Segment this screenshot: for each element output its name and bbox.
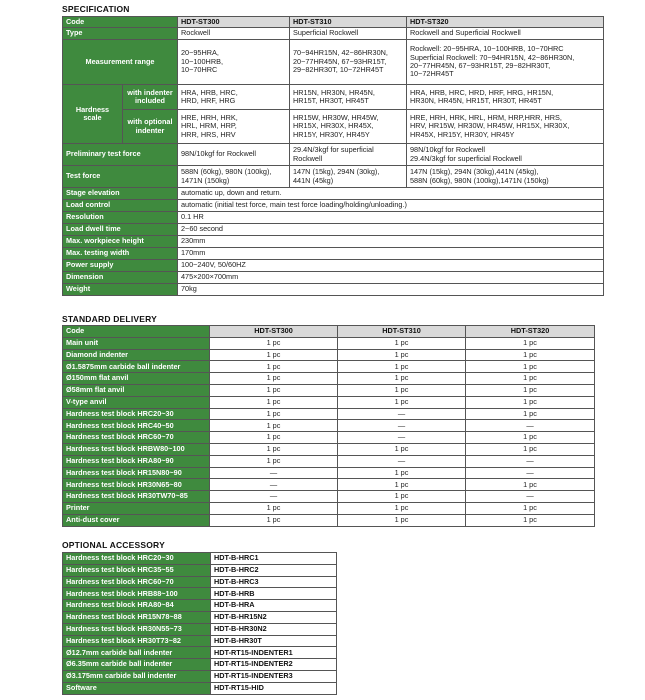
delivery-qty: 1 pc bbox=[338, 396, 466, 408]
delivery-item-label: Printer bbox=[63, 502, 210, 514]
spec-preliminary-label: Preliminary test force bbox=[63, 144, 178, 166]
standard-delivery-table bbox=[62, 325, 595, 527]
spec-row bbox=[63, 272, 604, 284]
delivery-header-row bbox=[63, 326, 595, 338]
accessory-label: Hardness test block HRA80~84 bbox=[63, 600, 211, 612]
delivery-qty: 1 pc bbox=[466, 479, 595, 491]
delivery-qty: — bbox=[210, 479, 338, 491]
accessory-row bbox=[63, 659, 337, 671]
delivery-row bbox=[63, 514, 595, 526]
delivery-qty: — bbox=[338, 432, 466, 444]
delivery-row bbox=[63, 467, 595, 479]
delivery-item-label: Ø1.5875mm carbide ball indenter bbox=[63, 361, 210, 373]
optional-accessory-title: OPTIONAL ACCESSORY bbox=[62, 540, 165, 550]
delivery-qty: 1 pc bbox=[338, 337, 466, 349]
spec-range-row bbox=[63, 40, 604, 85]
delivery-item-label: Hardness test block HRC40~50 bbox=[63, 420, 210, 432]
delivery-row bbox=[63, 337, 595, 349]
spec-range-1: 70~94HR15N, 42~86HR30N, 20~77HR45N, 67~93HR15T, 29~82HR30T, 10~72HR45T bbox=[290, 40, 407, 85]
delivery-qty: 1 pc bbox=[466, 443, 595, 455]
accessory-row bbox=[63, 576, 337, 588]
spec-row-value: 475×200×700mm bbox=[178, 272, 604, 284]
optional-accessory-table bbox=[62, 552, 337, 695]
delivery-qty: 1 pc bbox=[466, 349, 595, 361]
spec-model-2: HDT-ST320 bbox=[407, 17, 604, 28]
accessory-code: HDT-RT15-INDENTER3 bbox=[211, 670, 337, 682]
spec-optional-0: HRE, HRH, HRK, HRL, HRM, HRP, HRR, HRS, HRV bbox=[178, 110, 290, 144]
accessory-label: Hardness test block HRC20~30 bbox=[63, 553, 211, 565]
accessory-row bbox=[63, 623, 337, 635]
accessory-code: HDT-RT15-INDENTER2 bbox=[211, 659, 337, 671]
delivery-row bbox=[63, 349, 595, 361]
spec-row bbox=[63, 212, 604, 224]
spec-type-0: Rockwell bbox=[178, 28, 290, 40]
spec-type-2: Rockwell and Superficial Rockwell bbox=[407, 28, 604, 40]
spec-force-2: 147N (15kg), 294N (30kg),441N (45kg), 588N (60kg), 980N (100kg),1471N (150kg) bbox=[407, 166, 604, 188]
spec-optional-2: HRE, HRH, HRK, HRL, HRM, HRP,HRR, HRS, HRV, HR15W, HR30W, HR45W, HR15X, HR30X, HR45X, HR15Y, HR30Y, HR45Y bbox=[407, 110, 604, 144]
spec-optional-1: HR15W, HR30W, HR45W, HR15X, HR30X, HR45X, HR15Y, HR30Y, HR45Y bbox=[290, 110, 407, 144]
delivery-row bbox=[63, 384, 595, 396]
spec-row bbox=[63, 260, 604, 272]
accessory-label: Ø3.175mm carbide ball indenter bbox=[63, 670, 211, 682]
delivery-item-label: Ø58mm flat anvil bbox=[63, 384, 210, 396]
accessory-row bbox=[63, 553, 337, 565]
delivery-qty: 1 pc bbox=[338, 361, 466, 373]
spec-row-value: automatic (initial test force, main test force loading/holding/unloading.) bbox=[178, 200, 604, 212]
delivery-qty: 1 pc bbox=[466, 361, 595, 373]
delivery-row bbox=[63, 443, 595, 455]
spec-row-label: Dimension bbox=[63, 272, 178, 284]
delivery-model-0: HDT-ST300 bbox=[210, 326, 338, 338]
spec-scale-optional-row bbox=[63, 110, 604, 144]
delivery-row bbox=[63, 361, 595, 373]
spec-force-row bbox=[63, 166, 604, 188]
accessory-label: Hardness test block HR15N78~88 bbox=[63, 611, 211, 623]
delivery-qty: 1 pc bbox=[466, 432, 595, 444]
spec-model-1: HDT-ST310 bbox=[290, 17, 407, 28]
accessory-code: HDT-B-HR15N2 bbox=[211, 611, 337, 623]
delivery-qty: 1 pc bbox=[210, 514, 338, 526]
spec-model-0: HDT-ST300 bbox=[178, 17, 290, 28]
spec-type-label: Type bbox=[63, 28, 178, 40]
spec-row-value: 70kg bbox=[178, 284, 604, 296]
spec-force-1: 147N (15kg), 294N (30kg), 441N (45kg) bbox=[290, 166, 407, 188]
delivery-qty: 1 pc bbox=[338, 467, 466, 479]
accessory-label: Ø12.7mm carbide ball indenter bbox=[63, 647, 211, 659]
spec-included-1: HR15N, HR30N, HR45N, HR15T, HR30T, HR45T bbox=[290, 85, 407, 110]
accessory-code: HDT-B-HRC2 bbox=[211, 564, 337, 576]
spec-preliminary-0: 98N/10kgf for Rockwell bbox=[178, 144, 290, 166]
delivery-item-label: V-type anvil bbox=[63, 396, 210, 408]
delivery-qty: 1 pc bbox=[210, 420, 338, 432]
delivery-qty: — bbox=[338, 420, 466, 432]
delivery-row bbox=[63, 396, 595, 408]
delivery-qty: 1 pc bbox=[210, 384, 338, 396]
standard-delivery-title: STANDARD DELIVERY bbox=[62, 314, 158, 324]
spec-row-label: Load dwell time bbox=[63, 224, 178, 236]
spec-included-label: with indenter included bbox=[123, 85, 178, 110]
spec-range-2: Rockwell: 20~95HRA, 10~100HRB, 10~70HRC Superficial Rockwell: 70~94HR15N, 42~86HR30N, 20~77HR45N, 67~93HR15T, 29~82HR30T, 10~72HR45T bbox=[407, 40, 604, 85]
spec-code-label: Code bbox=[63, 17, 178, 28]
delivery-qty: — bbox=[466, 491, 595, 503]
spec-row bbox=[63, 248, 604, 260]
delivery-qty: 1 pc bbox=[466, 384, 595, 396]
spec-row bbox=[63, 200, 604, 212]
delivery-qty: 1 pc bbox=[466, 502, 595, 514]
spec-row bbox=[63, 224, 604, 236]
accessory-code: HDT-B-HRC1 bbox=[211, 553, 337, 565]
delivery-row bbox=[63, 373, 595, 385]
spec-row-label: Max. workpiece height bbox=[63, 236, 178, 248]
accessory-label: Software bbox=[63, 682, 211, 694]
accessory-row bbox=[63, 611, 337, 623]
delivery-qty: 1 pc bbox=[210, 455, 338, 467]
spec-row-label: Power supply bbox=[63, 260, 178, 272]
delivery-qty: 1 pc bbox=[210, 349, 338, 361]
delivery-model-2: HDT-ST320 bbox=[466, 326, 595, 338]
delivery-code-label: Code bbox=[63, 326, 210, 338]
delivery-row bbox=[63, 420, 595, 432]
delivery-qty: — bbox=[210, 467, 338, 479]
delivery-qty: 1 pc bbox=[466, 408, 595, 420]
accessory-label: Ø6.35mm carbide ball indenter bbox=[63, 659, 211, 671]
delivery-row bbox=[63, 479, 595, 491]
accessory-label: Hardness test block HR30T73~82 bbox=[63, 635, 211, 647]
delivery-qty: 1 pc bbox=[210, 361, 338, 373]
delivery-qty: — bbox=[466, 467, 595, 479]
delivery-qty: — bbox=[466, 455, 595, 467]
delivery-item-label: Diamond indenter bbox=[63, 349, 210, 361]
spec-row-label: Load control bbox=[63, 200, 178, 212]
spec-included-0: HRA, HRB, HRC, HRD, HRF, HRG bbox=[178, 85, 290, 110]
accessory-code: HDT-RT15-INDENTER1 bbox=[211, 647, 337, 659]
spec-row-label: Max. testing width bbox=[63, 248, 178, 260]
delivery-qty: 1 pc bbox=[466, 514, 595, 526]
delivery-qty: 1 pc bbox=[210, 373, 338, 385]
specification-table bbox=[62, 16, 604, 296]
spec-row-value: 2~60 second bbox=[178, 224, 604, 236]
delivery-qty: 1 pc bbox=[210, 408, 338, 420]
delivery-qty: — bbox=[210, 491, 338, 503]
spec-row-value: 230mm bbox=[178, 236, 604, 248]
accessory-row bbox=[63, 635, 337, 647]
accessory-code: HDT-RT15-HID bbox=[211, 682, 337, 694]
spec-row bbox=[63, 188, 604, 200]
specification-title: SPECIFICATION bbox=[62, 4, 130, 14]
delivery-row bbox=[63, 491, 595, 503]
delivery-row bbox=[63, 408, 595, 420]
delivery-item-label: Anti-dust cover bbox=[63, 514, 210, 526]
delivery-qty: 1 pc bbox=[338, 514, 466, 526]
spec-row-value: 0.1 HR bbox=[178, 212, 604, 224]
accessory-row bbox=[63, 682, 337, 694]
delivery-item-label: Hardness test block HRC60~70 bbox=[63, 432, 210, 444]
delivery-qty: 1 pc bbox=[210, 396, 338, 408]
delivery-qty: 1 pc bbox=[338, 502, 466, 514]
delivery-item-label: Hardness test block HR30N65~80 bbox=[63, 479, 210, 491]
delivery-qty: 1 pc bbox=[466, 337, 595, 349]
spec-preliminary-row bbox=[63, 144, 604, 166]
spec-row bbox=[63, 236, 604, 248]
spec-row-label: Resolution bbox=[63, 212, 178, 224]
accessory-label: Hardness test block HRC60~70 bbox=[63, 576, 211, 588]
delivery-item-label: Hardness test block HRBW80~100 bbox=[63, 443, 210, 455]
spec-force-label: Test force bbox=[63, 166, 178, 188]
delivery-qty: 1 pc bbox=[210, 337, 338, 349]
delivery-item-label: Main unit bbox=[63, 337, 210, 349]
delivery-qty: 1 pc bbox=[466, 373, 595, 385]
delivery-item-label: Hardness test block HR15N80~90 bbox=[63, 467, 210, 479]
delivery-qty: 1 pc bbox=[338, 491, 466, 503]
delivery-row bbox=[63, 455, 595, 467]
delivery-qty: 1 pc bbox=[466, 396, 595, 408]
accessory-row bbox=[63, 588, 337, 600]
spec-preliminary-1: 29.4N/3kgf for superficial Rockwell bbox=[290, 144, 407, 166]
spec-row-label: Stage elevation bbox=[63, 188, 178, 200]
spec-row-value: automatic up, down and return. bbox=[178, 188, 604, 200]
spec-type-row bbox=[63, 28, 604, 40]
delivery-qty: 1 pc bbox=[338, 443, 466, 455]
spec-optional-label: with optional indenter bbox=[123, 110, 178, 144]
spec-row-value: 100~240V, 50/60HZ bbox=[178, 260, 604, 272]
accessory-code: HDT-B-HRB bbox=[211, 588, 337, 600]
delivery-qty: 1 pc bbox=[338, 349, 466, 361]
accessory-label: Hardness test block HRC35~55 bbox=[63, 564, 211, 576]
spec-scale-label: Hardness scale bbox=[63, 85, 123, 144]
accessory-label: Hardness test block HRB88~100 bbox=[63, 588, 211, 600]
delivery-item-label: Hardness test block HRC20~30 bbox=[63, 408, 210, 420]
spec-row-label: Weight bbox=[63, 284, 178, 296]
accessory-code: HDT-B-HR30T bbox=[211, 635, 337, 647]
delivery-qty: 1 pc bbox=[210, 443, 338, 455]
delivery-qty: 1 pc bbox=[338, 373, 466, 385]
delivery-qty: — bbox=[338, 408, 466, 420]
accessory-label: Hardness test block HR30N55~73 bbox=[63, 623, 211, 635]
delivery-model-1: HDT-ST310 bbox=[338, 326, 466, 338]
spec-header-row bbox=[63, 17, 604, 28]
delivery-qty: — bbox=[338, 455, 466, 467]
spec-type-1: Superficial Rockwell bbox=[290, 28, 407, 40]
accessory-row bbox=[63, 670, 337, 682]
spec-range-label: Measurement range bbox=[63, 40, 178, 85]
spec-included-2: HRA, HRB, HRC, HRD, HRF, HRG, HR15N, HR30N, HR45N, HR15T, HR30T, HR45T bbox=[407, 85, 604, 110]
spec-row-value: 170mm bbox=[178, 248, 604, 260]
delivery-row bbox=[63, 502, 595, 514]
delivery-item-label: Hardness test block HRA80~90 bbox=[63, 455, 210, 467]
spec-row bbox=[63, 284, 604, 296]
delivery-qty: 1 pc bbox=[338, 384, 466, 396]
spec-preliminary-2: 98N/10kgf for Rockwell 29.4N/3kgf for superficial Rockwell bbox=[407, 144, 604, 166]
delivery-qty: 1 pc bbox=[210, 432, 338, 444]
delivery-item-label: Hardness test block HR30TW70~85 bbox=[63, 491, 210, 503]
accessory-code: HDT-B-HR30N2 bbox=[211, 623, 337, 635]
delivery-qty: — bbox=[466, 420, 595, 432]
spec-range-0: 20~95HRA, 10~100HRB, 10~70HRC bbox=[178, 40, 290, 85]
delivery-row bbox=[63, 432, 595, 444]
accessory-row bbox=[63, 564, 337, 576]
delivery-qty: 1 pc bbox=[338, 479, 466, 491]
delivery-item-label: Ø150mm flat anvil bbox=[63, 373, 210, 385]
delivery-qty: 1 pc bbox=[210, 502, 338, 514]
spec-force-0: 588N (60kg), 980N (100kg), 1471N (150kg) bbox=[178, 166, 290, 188]
spec-scale-included-row bbox=[63, 85, 604, 110]
accessory-code: HDT-B-HRC3 bbox=[211, 576, 337, 588]
accessory-code: HDT-B-HRA bbox=[211, 600, 337, 612]
accessory-row bbox=[63, 600, 337, 612]
accessory-row bbox=[63, 647, 337, 659]
